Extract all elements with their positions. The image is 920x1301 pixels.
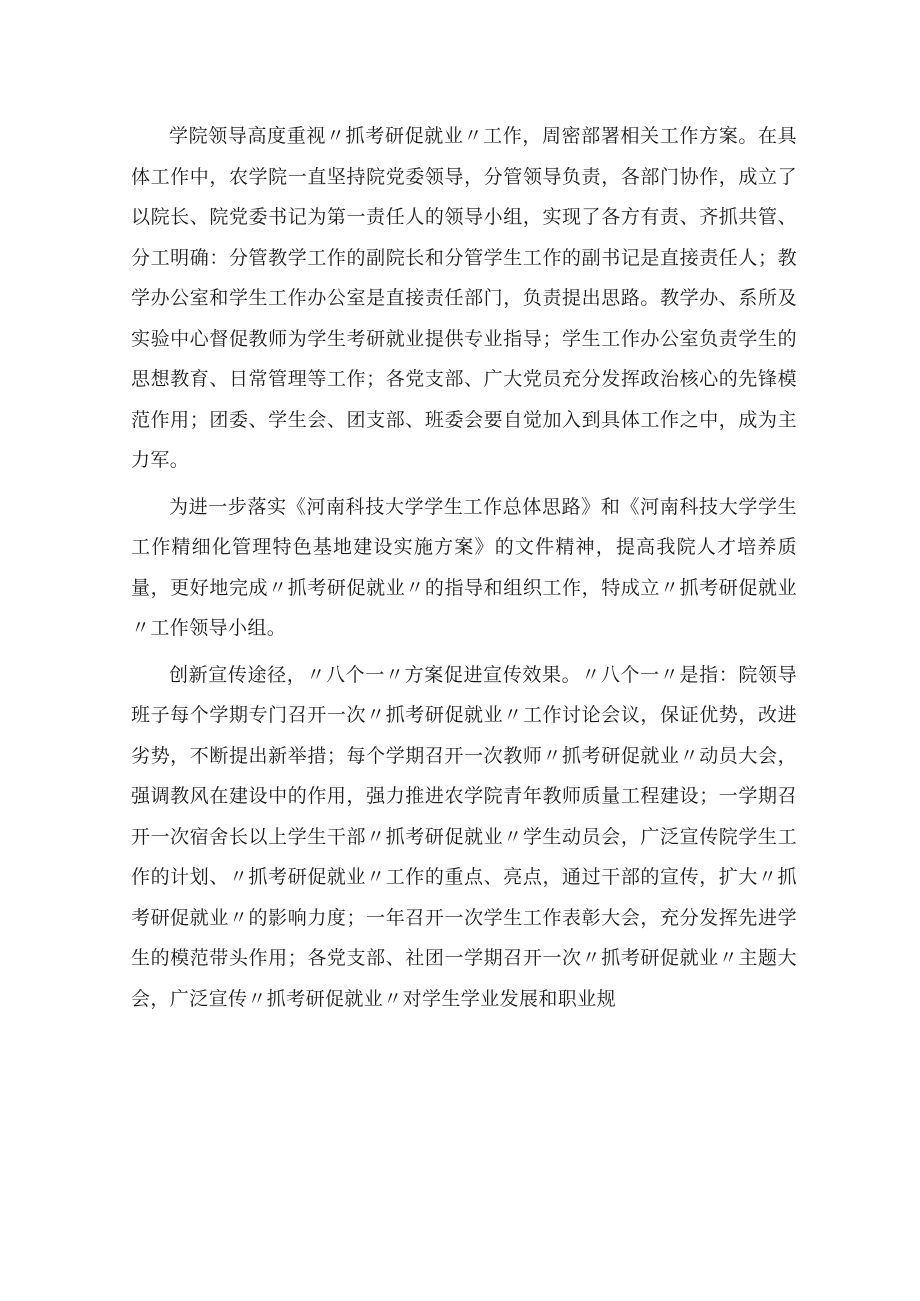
document-body bbox=[131, 116, 797, 1019]
paragraph-implementation: 为进一步落实《河南科技大学学生工作总体思路》和《河南科技大学学生工作精细化管理特色基地建设实施方案》的文件精神，提高我院人才培养质量，更好地完成〃抓考研促就业〃的指导和组织工作，特成立〃抓考研促就业〃工作领导小组。 bbox=[131, 495, 797, 639]
paragraph-promotion: 创新宣传途径，〃八个一〃方案促进宣传效果。〃八个一〃是指：院领导班子每个学期专门召开一次〃抓考研促就业〃工作讨论会议，保证优势，改进劣势，不断提出新举措；每个学期召开一次教师〃抓考研促就业〃动员大会，强调教风在建设中的作用，强力推进农学院青年教师质量工程建设；一学期召开一次宿舍长以上学生干部〃抓考研促就业〃学生动员会，广泛宣传院学生工作的计划、〃抓考研促就业〃工作的重点、亮点，通过干部的宣传，扩大〃抓考研促就业〃的影响力度；一年召开一次学生工作表彰大会，充分发挥先进学生的模范带头作用；各党支部、社团一学期召开一次〃抓考研促就业〃主题大会，广泛宣传〃抓考研促就业〃对学生学业发展和职业规 bbox=[131, 663, 797, 1010]
paragraph-leadership: 学院领导高度重视〃抓考研促就业〃工作，周密部署相关工作方案。在具体工作中，农学院一直坚持院党委领导，分管领导负责，各部门协作，成立了以院长、院党委书记为第一责任人的领导小组，实现了各方有责、齐抓共管、分工明确：分管教学工作的副院长和分管学生工作的副书记是直接责任人；教学办公室和学生工作办公室是直接责任部门，负责提出思路。教学办、系所及实验中心督促教师为学生考研就业提供专业指导；学生工作办公室负责学生的思想教育、日常管理等工作；各党支部、广大党员充分发挥政治核心的先锋模范作用；团委、学生会、团支部、班委会要自觉加入到具体工作之中，成为主力军。 bbox=[131, 125, 797, 471]
